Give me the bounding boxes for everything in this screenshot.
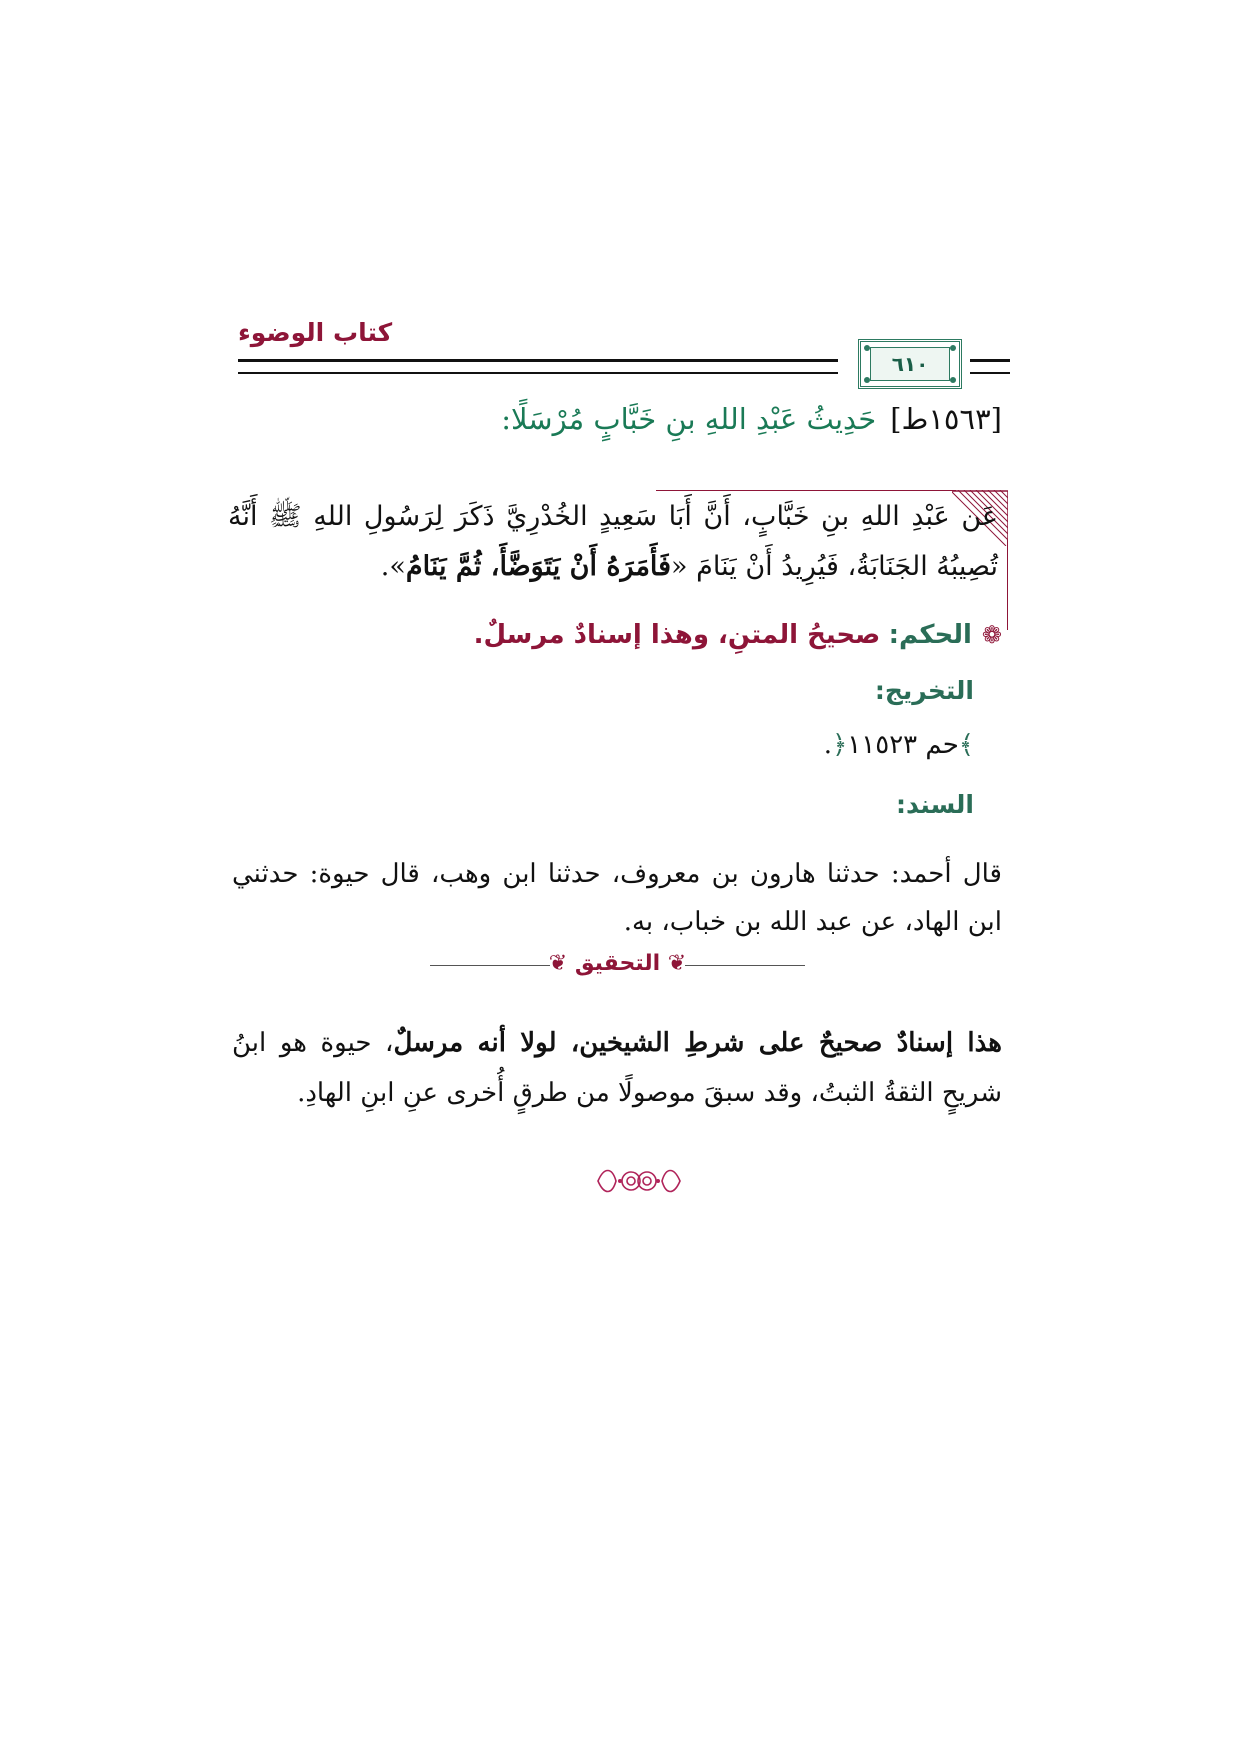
header-rule-right [970,359,1010,374]
matn-text [228,492,998,592]
tahqiq-divider [430,951,805,981]
matn-frame-top-line [656,490,956,491]
divider-flourish-icon: ❦ [660,951,687,976]
rosette-icon: ❁ [981,621,1002,649]
tahqiq-emphasis: هذا إسنادٌ صحيحٌ على شرطِ الشيخين، لولا أنه مرسلٌ [393,1028,1002,1058]
frame-corner-ornament [864,377,870,383]
takhrij-ref: حم ١١٥٢٣ [847,730,959,760]
ornate-bracket-open: ﴾ [958,730,974,760]
running-title: كتاب الوضوء [238,318,393,347]
hadith-title: حَدِيثُ عَبْدِ اللهِ بنِ خَبَّابٍ مُرْسَلًا: [501,402,877,436]
page-number: ٦١٠ [891,352,929,376]
takhrij-reference [824,730,974,760]
ornate-bracket-close: ﴿ [832,730,848,760]
frame-corner-ornament [950,345,956,351]
hadith-number: [١٥٦٣ط] [890,402,1002,436]
frame-corner-ornament [950,377,956,383]
isnad-text: قال أحمد: حدثنا هارون بن معروف، حدثنا ابن وهب، قال حيوة: حدثني ابن الهاد، عن عبد الله بن خباب، به. [232,859,1002,937]
page-number-box [870,347,950,381]
divider-flourish-icon: ❦ [548,951,575,976]
tahqiq-text [232,1018,1002,1118]
isnad-label: السند: [895,790,974,819]
tahqiq-title [549,951,686,976]
ruling-line [474,620,1002,650]
tahqiq-body: ، حيوة هو ابنُ شريحٍ الثقةُ الثبتُ، وقد سبقَ موصولًا من طرقٍ أُخرى عنِ ابنِ الهادِ. [232,1028,1002,1108]
matn-frame-side-line [1007,540,1008,630]
matn-emphasis: فَأَمَرَهُ أَنْ يَتَوَضَّأَ، ثُمَّ يَنَامُ [405,551,672,582]
ruling-label: الحكم: [888,620,972,650]
divider-line-right [685,965,805,966]
tahqiq-title-text: التحقيق [574,951,661,976]
end-ornament-icon [594,1163,684,1199]
frame-corner-ornament [864,345,870,351]
takhrij-label: التخريج: [874,676,974,705]
takhrij-end: . [823,730,833,760]
matn-part2: ». [380,551,406,582]
header-rule-left [238,359,838,374]
ruling-value: صحيحُ المتنِ، وهذا إسنادٌ مرسلٌ. [473,620,881,650]
hadith-heading [501,402,1002,436]
matn-part1: عَن عَبْدِ اللهِ بنِ خَبَّابٍ، أَنَّ أَبَا سَعِيدٍ الخُدْرِيَّ ذَكَرَ لِرَسُولِ اللهِ ﷺ أَنَّهُ تُصِيبُهُ الجَنَابَةُ، فَيُرِيدُ أَنْ يَنَامَ « [228,501,998,582]
divider-line-left [430,965,550,966]
page-number-frame [858,339,962,389]
